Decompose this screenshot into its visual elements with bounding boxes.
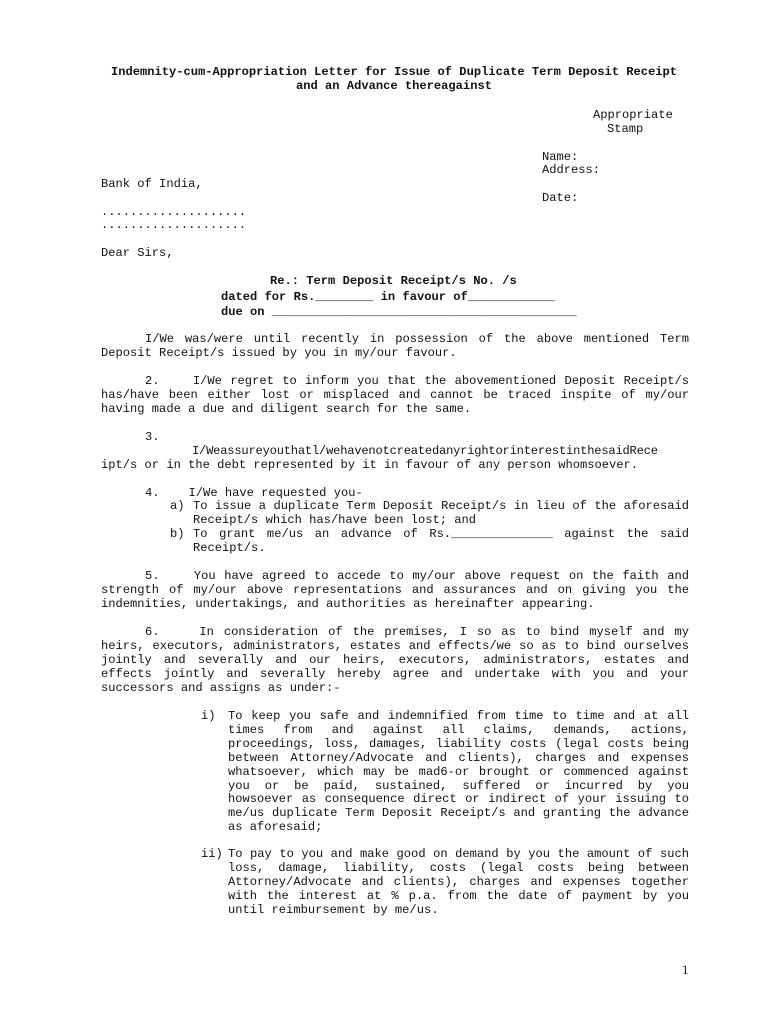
stamp-label: Appropriate (593, 108, 673, 122)
reference-line-2: dated for Rs.________ in favour of____________ (221, 290, 555, 304)
paragraph-4-intro: 4. I/We have requested you- (145, 486, 363, 500)
paragraph-1: I/We was/were until recently in possession of the above mentioned Term Deposit Receipt/s issued by you in my/our favour. (101, 332, 689, 360)
item-b-label: b) (170, 527, 185, 541)
reference-line-3: due on __________________________________________ (221, 305, 577, 319)
item-a-label: a) (170, 499, 185, 513)
paragraph-2: 2. I/We regret to inform you that the abovementioned Deposit Receipt/s has/have been either lost or misplaced and cannot be traced inspite of my/our having made a due and diligent search for the same. (101, 374, 697, 416)
paragraph-3-number: 3. (145, 430, 160, 444)
paragraph-3-line-2: ipt/s or in the debt represented by it in favour of any person whomsoever. (101, 458, 639, 472)
addressee-dots-2: .................... (101, 218, 247, 232)
item-b-text: To grant me/us an advance of Rs.______________ against the said Receipt/s. (193, 527, 689, 555)
salutation: Dear Sirs, (101, 246, 174, 260)
clause-i-text: To keep you safe and indemnified from time to time and at all times from and against all claims, demands, actions, proceedings, loss, damages, liability costs (legal costs being between Attorney/Advocate and clients), charges and expenses whatsoever, which may be mad6-or brought or commenced against you or be paid, sustained, suffered or incurred by you howsoever as consequence direct or indirect of your issuing to me/us duplicate Term Deposit Receipt/s and granting the advance as aforesaid; (228, 709, 689, 835)
sender-date-label: Date: (542, 191, 579, 205)
clause-i-label: i) (201, 709, 216, 723)
title-line-1: Indemnity-cum-Appropriation Letter for Issue of Duplicate Term Deposit Receipt (110, 65, 678, 79)
paragraph-3-line-1: I/Weassureyouthatl/wehavenotcreatedanyrightorinterestinthesaidRece (192, 444, 658, 458)
reference-line-1: Re.: Term Deposit Receipt/s No. /s (270, 274, 517, 288)
clause-ii-text: To pay to you and make good on demand by you the amount of such loss, damage, liability, costs (legal costs being between Attorney/Advocate and clients), charges and expenses together with the interest at % p.a. from the date of payment by you until reimbursement by me/us. (228, 847, 689, 917)
title-line-2: and an Advance thereagainst (296, 79, 492, 93)
stamp-label-2: Stamp (607, 122, 644, 136)
addressee-dots-1: .................... (101, 205, 247, 219)
paragraph-5: 5. You have agreed to accede to my/our above request on the faith and strength of my/our above representations and assurances and on giving you the indemnities, undertakings, and authorities as hereinafter appearing. (101, 569, 697, 611)
item-a-text: To issue a duplicate Term Deposit Receipt/s in lieu of the aforesaid Receipt/s which has/have been lost; and (193, 499, 689, 527)
addressee-bank: Bank of India, (101, 177, 203, 191)
paragraph-6: 6. In consideration of the premises, I so as to bind myself and my heirs, executors, administrators, estates and effects/we so as to bind ourselves jointly and severally and our heirs, executors, administrators, estates and effects jointly and severally hereby agree and undertake with you and your successors and assigns as under:- (101, 625, 697, 695)
page-number: 1 (682, 962, 689, 977)
sender-name-label: Name: (542, 150, 579, 164)
sender-address-label: Address: (542, 163, 601, 177)
clause-ii-label: ii) (201, 847, 223, 861)
